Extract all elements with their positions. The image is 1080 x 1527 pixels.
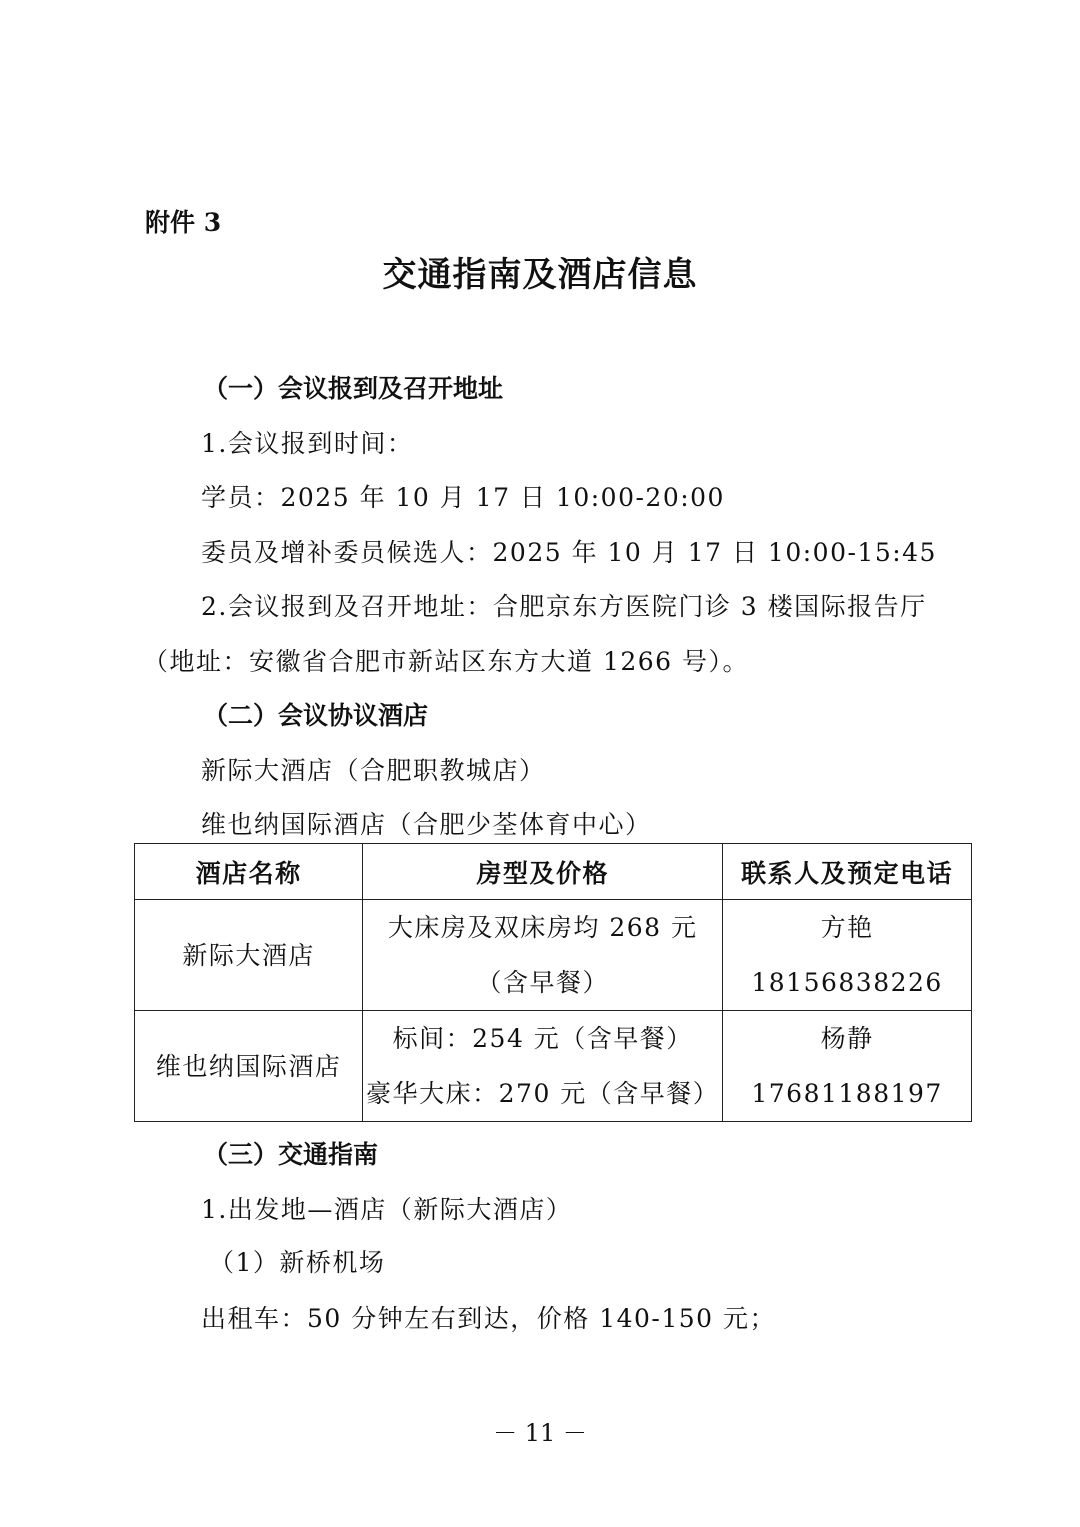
hotel-b-text: 维也纳国际酒店（合肥少荃体育中心）	[201, 810, 652, 839]
section1-heading: （一）会议报到及召开地址	[203, 374, 504, 403]
contact-cell	[723, 1011, 972, 1122]
attachment-label: 附件 3	[145, 208, 222, 237]
hotel-name-cell: 新际大酒店	[135, 900, 363, 1011]
route-text: 1.出发地—酒店（新际大酒店）	[201, 1195, 573, 1224]
price-cell	[363, 1011, 723, 1122]
price-line: 豪华大床：270 元（含早餐）	[366, 1079, 720, 1108]
header-room-price: 房型及价格	[363, 844, 723, 900]
hotel-a-text: 新际大酒店（合肥职教城店）	[201, 756, 546, 785]
table-row	[135, 1011, 972, 1122]
venue-text: 2.会议报到及召开地址：合肥京东方医院门诊 3 楼国际报告厅	[201, 592, 927, 621]
contact-name: 杨静	[820, 1024, 874, 1053]
committee-time: 委员及增补委员候选人：2025 年 10 月 17 日 10:00-15:45	[201, 538, 937, 567]
airport-subheading: （1）新桥机场	[209, 1248, 386, 1277]
contact-phone: 18156838226	[751, 968, 943, 997]
price-cell	[363, 900, 723, 1011]
price-line: 大床房及双床房均 268 元	[387, 913, 698, 942]
contact-phone: 17681188197	[751, 1079, 943, 1108]
report-time-label: 1.会议报到时间：	[201, 429, 414, 458]
contact-name: 方艳	[820, 913, 874, 942]
address-text: （地址：安徽省合肥市新站区东方大道 1266 号）。	[143, 647, 750, 676]
hotel-table	[134, 843, 972, 1122]
page-number: － 11 －	[493, 1419, 587, 1447]
price-line: 标间：254 元（含早餐）	[392, 1024, 693, 1053]
section3-heading: （三）交通指南	[203, 1140, 379, 1169]
taxi-text: 出租车：50 分钟左右到达，价格 140-150 元；	[201, 1304, 777, 1333]
table-header-row	[135, 844, 972, 900]
header-hotel-name: 酒店名称	[135, 844, 363, 900]
hotel-name-cell: 维也纳国际酒店	[135, 1011, 363, 1122]
table-row	[135, 900, 972, 1011]
header-contact: 联系人及预定电话	[723, 844, 972, 900]
price-line: （含早餐）	[476, 968, 609, 997]
section2-heading: （二）会议协议酒店	[203, 701, 429, 730]
page-title: 交通指南及酒店信息	[382, 255, 698, 295]
students-time: 学员：2025 年 10 月 17 日 10:00-20:00	[201, 483, 725, 512]
contact-cell	[723, 900, 972, 1011]
